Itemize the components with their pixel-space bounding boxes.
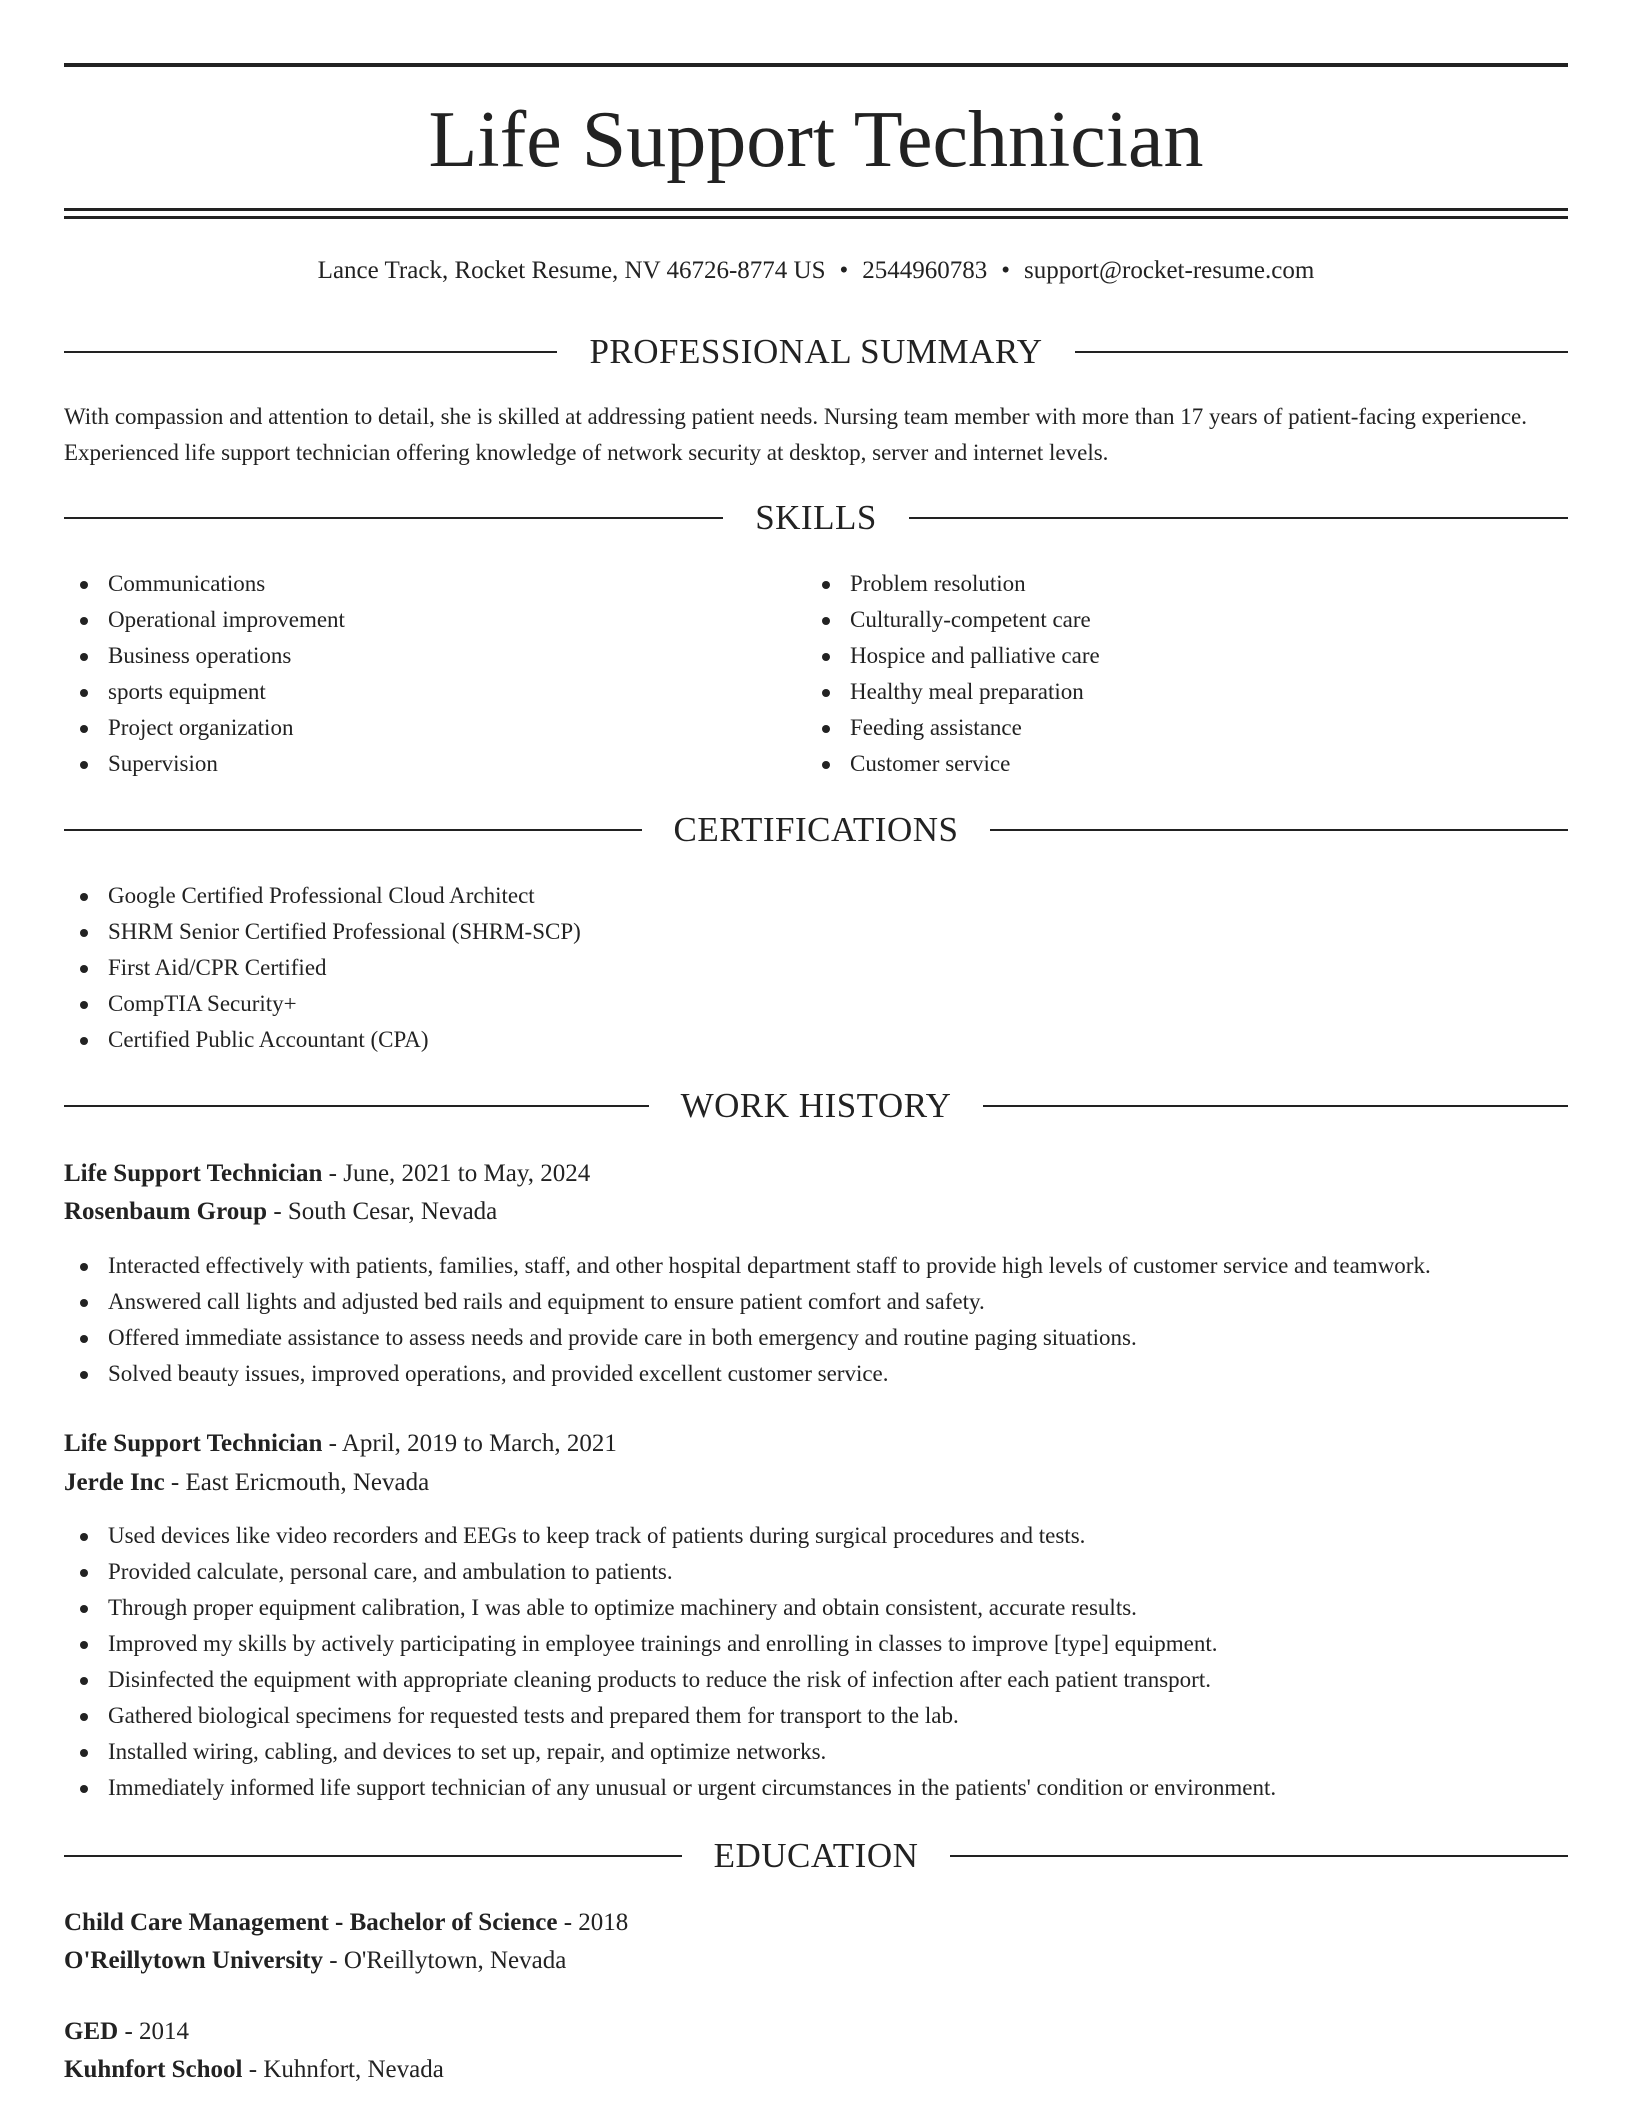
resume-title: Life Support Technician — [428, 96, 1204, 184]
summary-heading-title: PROFESSIONAL SUMMARY — [589, 332, 1043, 371]
heading-rule — [64, 1855, 682, 1857]
certification-item: SHRM Senior Certified Professional (SHRM-SCP) — [64, 914, 1568, 950]
job-duties-list — [64, 1518, 1568, 1806]
job-duty-item: Immediately informed life support technician of any unusual or urgent circumstances in the patients' condition or environment. — [64, 1770, 1568, 1806]
job-duty-item: Solved beauty issues, improved operations, and provided excellent customer service. — [64, 1356, 1568, 1392]
heading-rule — [64, 517, 723, 519]
heading-rule — [64, 351, 557, 353]
title-underline-bottom — [64, 216, 1568, 219]
job-title: Life Support Technician — [64, 1160, 323, 1187]
education-school: Kuhnfort School — [64, 2056, 243, 2083]
job-location: - East Ericmouth, Nevada — [164, 1469, 430, 1496]
heading-rule — [983, 1105, 1568, 1107]
certification-item: Certified Public Accountant (CPA) — [64, 1022, 1568, 1058]
job-duty-item: Interacted effectively with patients, families, staff, and other hospital department staff to provide high levels of customer service and teamwork. — [64, 1248, 1568, 1284]
work-history-heading-title: WORK HISTORY — [680, 1086, 952, 1125]
certifications-heading — [64, 810, 1568, 850]
education-school-line — [64, 2051, 1568, 2089]
education-school: O'Reillytown University — [64, 1947, 324, 1974]
skills-list-left — [64, 566, 804, 782]
job-company: Jerde Inc — [64, 1469, 165, 1496]
job-company-line — [64, 1464, 1568, 1502]
skills-list-right — [806, 566, 1546, 782]
job-title: Life Support Technician — [64, 1430, 323, 1457]
certifications-heading-title: CERTIFICATIONS — [673, 810, 959, 849]
job-company: Rosenbaum Group — [64, 1198, 268, 1225]
skills-heading-title: SKILLS — [755, 498, 877, 537]
skill-item: sports equipment — [64, 674, 804, 710]
skill-item: Communications — [64, 566, 804, 602]
education-school-line — [64, 1942, 1568, 1980]
skill-item: Culturally-competent care — [806, 602, 1546, 638]
education-location: - Kuhnfort, Nevada — [242, 2056, 444, 2083]
certification-item: CompTIA Security+ — [64, 986, 1568, 1022]
contact-separator: • — [1001, 257, 1011, 284]
job-dates: - April, 2019 to March, 2021 — [322, 1430, 617, 1457]
skill-item: Project organization — [64, 710, 804, 746]
skills-heading — [64, 498, 1568, 538]
certification-item: First Aid/CPR Certified — [64, 950, 1568, 986]
contact-email: support@rocket-resume.com — [1024, 257, 1315, 284]
skill-item: Problem resolution — [806, 566, 1546, 602]
job-dates: - June, 2021 to May, 2024 — [322, 1160, 591, 1187]
job-title-line — [64, 1425, 1568, 1463]
heading-rule — [990, 829, 1568, 831]
job-duties-list — [64, 1248, 1568, 1392]
job-duty-item: Gathered biological specimens for requested tests and prepared them for transport to the lab. — [64, 1698, 1568, 1734]
skill-item: Healthy meal preparation — [806, 674, 1546, 710]
education-heading — [64, 1836, 1568, 1876]
job-duty-item: Through proper equipment calibration, I was able to optimize machinery and obtain consistent, accurate results. — [64, 1590, 1568, 1626]
skill-item: Feeding assistance — [806, 710, 1546, 746]
job-title-line — [64, 1155, 1568, 1193]
education-degree-line — [64, 2013, 1568, 2051]
certification-item: Google Certified Professional Cloud Architect — [64, 878, 1568, 914]
heading-rule — [1075, 351, 1568, 353]
summary-text: With compassion and attention to detail, she is skilled at addressing patient needs. Nursing team member with more than 17 years of patient-facing experience. Experienced life support technician offering knowledge of network security at desktop, server and internet levels. — [64, 404, 1527, 465]
contact-line — [64, 255, 1568, 287]
heading-rule — [950, 1855, 1568, 1857]
job-duty-item: Disinfected the equipment with appropriate cleaning products to reduce the risk of infection after each patient transport. — [64, 1662, 1568, 1698]
contact-address: Lance Track, Rocket Resume, NV 46726-8774 US — [317, 257, 826, 284]
job-duty-item: Improved my skills by actively participating in employee trainings and enrolling in classes to improve [type] equipment. — [64, 1626, 1568, 1662]
title-underline-top — [64, 208, 1568, 211]
education-heading-title: EDUCATION — [713, 1836, 919, 1875]
summary-heading — [64, 332, 1568, 372]
job-duty-item: Installed wiring, cabling, and devices to set up, repair, and optimize networks. — [64, 1734, 1568, 1770]
job-duty-item: Offered immediate assistance to assess needs and provide care in both emergency and routine paging situations. — [64, 1320, 1568, 1356]
job-company-line — [64, 1193, 1568, 1231]
job-duty-item: Answered call lights and adjusted bed rails and equipment to ensure patient comfort and safety. — [64, 1284, 1568, 1320]
skill-item: Customer service — [806, 746, 1546, 782]
work-history-heading — [64, 1086, 1568, 1126]
education-degree: Child Care Management - Bachelor of Science — [64, 1909, 558, 1936]
education-degree-line — [64, 1904, 1568, 1942]
skill-item: Hospice and palliative care — [806, 638, 1546, 674]
job-location: - South Cesar, Nevada — [267, 1198, 498, 1225]
heading-rule — [64, 1105, 649, 1107]
top-rule — [64, 63, 1568, 67]
education-year: - 2014 — [118, 2018, 190, 2045]
certifications-list — [64, 878, 1568, 1058]
job-duty-item: Provided calculate, personal care, and ambulation to patients. — [64, 1554, 1568, 1590]
education-degree: GED — [64, 2018, 119, 2045]
skill-item: Operational improvement — [64, 602, 804, 638]
skill-item: Business operations — [64, 638, 804, 674]
contact-separator: • — [839, 257, 849, 284]
heading-rule — [909, 517, 1568, 519]
education-year: - 2018 — [557, 1909, 629, 1936]
education-location: - O'Reillytown, Nevada — [323, 1947, 567, 1974]
job-duty-item: Used devices like video recorders and EEGs to keep track of patients during surgical procedures and tests. — [64, 1518, 1568, 1554]
skill-item: Supervision — [64, 746, 804, 782]
heading-rule — [64, 829, 642, 831]
contact-phone: 2544960783 — [862, 257, 988, 284]
